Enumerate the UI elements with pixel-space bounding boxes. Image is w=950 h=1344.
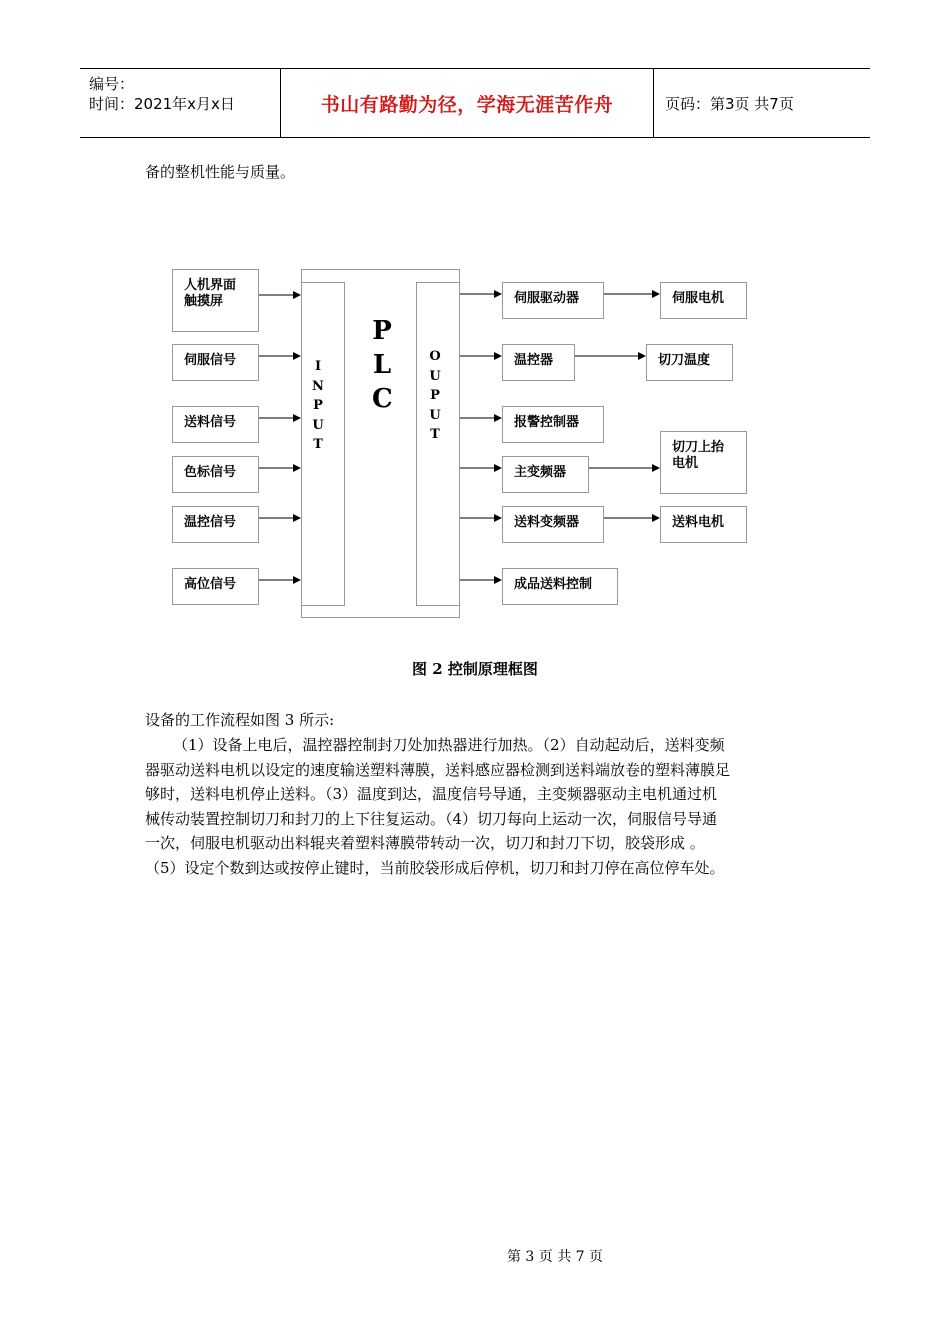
input-box-label: 伺服信号 <box>184 353 237 368</box>
input-letter: P <box>313 398 323 413</box>
input-letter: T <box>313 437 323 452</box>
output-box-label: 温控器 <box>514 353 554 368</box>
intro-line: 备的整机性能与质量。 <box>145 163 296 181</box>
body-line: （1）设备上电后，温控器控制封刀处加热器进行加热。（2）自动起动后，送料变频 <box>173 736 725 754</box>
figure-caption: 图 2 控制原理框图 <box>412 660 538 678</box>
page-number-label: 页码：第3页 共7页 <box>665 95 794 113</box>
header-motto: 书山有路勤为径，学海无涯苦作舟 <box>281 69 654 137</box>
target-box-label: 切刀温度 <box>658 353 711 368</box>
time-label: 时间：2021年x月x日 <box>89 95 235 113</box>
output-letter: U <box>429 407 441 423</box>
input-letter: I <box>314 359 322 374</box>
input-box-label: 送料信号 <box>184 415 237 430</box>
output-letter: O <box>429 349 441 364</box>
input-letter: U <box>312 417 324 433</box>
output-box-label: 报警控制器 <box>514 415 580 430</box>
target-box-label: 切刀上抬 电机 <box>672 440 725 471</box>
output-box-label: 送料变频器 <box>514 515 580 530</box>
body-line: 够时，送料电机停止送料。（3）温度到达，温度信号导通，主变频器驱动主电机通过机 <box>145 785 718 803</box>
input-letter: N <box>312 378 324 394</box>
output-box-label: 主变频器 <box>514 465 567 480</box>
input-box-label: 人机界面 触摸屏 <box>184 278 237 309</box>
output-letter: U <box>429 368 441 384</box>
plc-letter: C <box>372 384 393 414</box>
input-box-label: 温控信号 <box>184 515 237 530</box>
body-line: （5）设定个数到达或按停止键时，当前胶袋形成后停机，切刀和封刀停在高位停车处。 <box>145 858 725 877</box>
body-paragraph <box>145 733 730 880</box>
number-label: 编号： <box>89 75 135 93</box>
output-box-label: 成品送料控制 <box>514 577 593 592</box>
output-box-label: 伺服驱动器 <box>514 291 580 306</box>
body-line: 器驱动送料电机以设定的速度输送塑料薄膜，送料感应器检测到送料端放卷的塑料薄膜足 <box>145 760 731 779</box>
plc-letter: L <box>372 350 392 380</box>
input-box-label: 色标信号 <box>184 465 237 480</box>
page-footer: 第 3 页 共 7 页 <box>506 1249 604 1265</box>
output-letter: T <box>430 427 440 442</box>
plc-letter: P <box>372 316 392 346</box>
target-box-label: 伺服电机 <box>672 291 725 306</box>
input-box-label: 高位信号 <box>184 577 237 592</box>
body-line: 一次，伺服电机驱动出料辊夹着塑料薄膜带转动一次，切刀和封刀下切，胶袋形成 。 <box>145 834 705 852</box>
body-line: 械传动装置控制切刀和封刀的上下往复运动。（4）切刀每向上运动一次，伺服信号导通 <box>145 809 718 828</box>
target-box-label: 送料电机 <box>672 515 725 530</box>
output-letter: P <box>430 388 440 403</box>
body-lead: 设备的工作流程如图 3 所示: <box>145 711 335 729</box>
